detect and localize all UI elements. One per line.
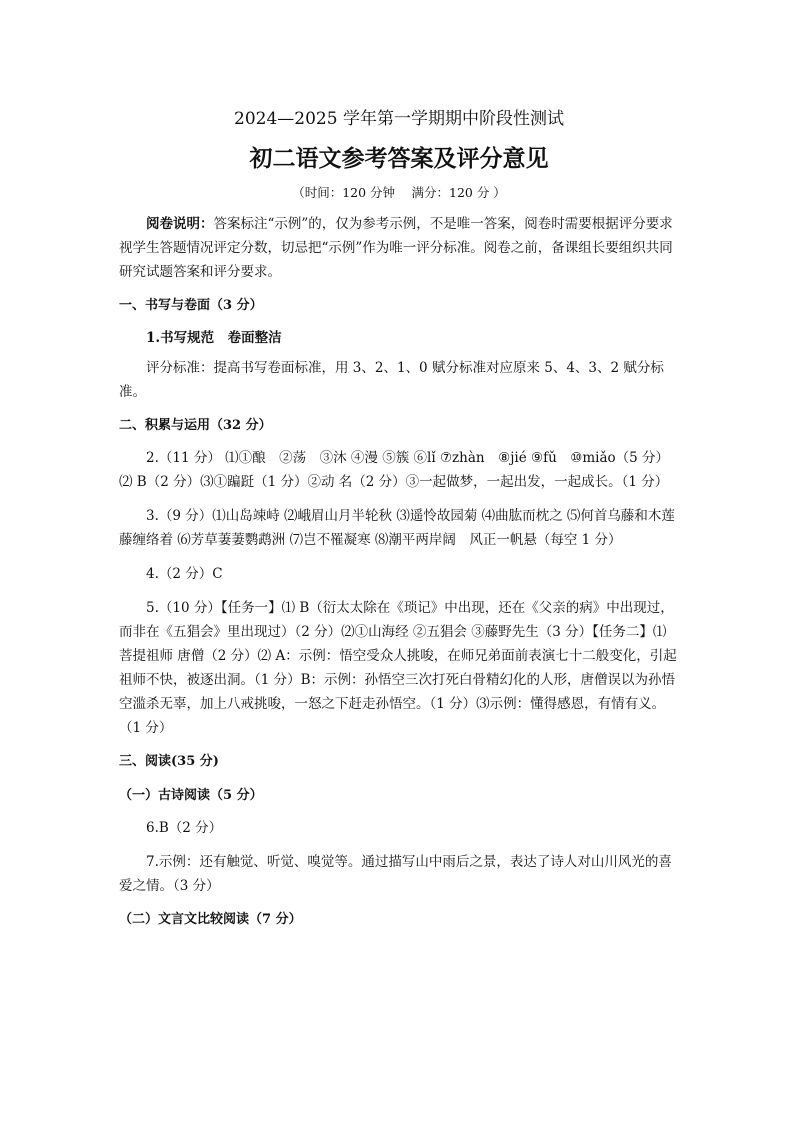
answer-q5: 5.（10 分）【任务一】⑴ B（衍太太除在《琐记》中出现，还在《父亲的病》中出现过，而非在《五猖会》里出现过）（2 分）⑵①山海经 ②五猖会 ③藤野先生（3 分）【任务二】⑴菩提祖师 唐僧（2 分）⑵ A：示例：悟空受众人挑唆，在师兄弟面前表演七十二般变化，引起祖师不快，被逐出洞。（1 分）B：示例：孙悟空三次打死白骨精幻化的人形，唐僧误以为孙悟空滥杀无辜，加上八戒挑唆，一怒之下赶走孙悟空。（1 分）⑶示例：懂得感恩，有情有义。（1 分） xyxy=(119,600,677,736)
grading-instructions-label: 阅卷说明： xyxy=(146,216,214,232)
time-and-score-info: （时间：120 分钟 满分：120 分 ） xyxy=(292,185,506,200)
answer-q6: 6.B（2 分） xyxy=(146,820,223,836)
answer-q4: 4.（2 分）C xyxy=(146,566,223,582)
section-accumulation-heading: 二、积累与运用（32 分） xyxy=(119,418,272,433)
section-reading-heading: 三、阅读(35 分) xyxy=(119,754,219,769)
grading-instructions xyxy=(119,212,679,284)
classical-chinese-heading: （二）文言文比较阅读（7 分） xyxy=(119,912,302,927)
answer-key-title: 初二语文参考答案及评分意见 xyxy=(249,145,549,172)
answer-q2: 2.（11 分） ⑴①酿 ②荡 ③沐 ④漫 ⑤簇 ⑥lǐ ⑦zhàn ⑧jié ⑨fǔ ⑩miǎo（5 分）⑵ B（2 分）⑶①蹁跹（1 分）②动 名（2 分）③一起做梦，一起出发，一起成长。（1 分） xyxy=(119,450,670,490)
section-writing-heading: 一、书写与卷面（3 分） xyxy=(119,298,263,313)
answer-q7: 7.示例：还有触觉、听觉、嗅觉等。通过描写山中雨后之景，表达了诗人对山川风光的喜爱之情。（3 分） xyxy=(119,854,672,894)
writing-criteria: 评分标准：提高书写卷面标准，用 3、2、1、0 赋分标准对应原来 5、4、3、2 赋分标准。 xyxy=(119,360,664,400)
answer-q3: 3.（9 分）⑴山岛竦峙 ⑵峨眉山月半轮秋 ⑶遥怜故园菊 ⑷曲肱而枕之 ⑸何首乌藤和木莲藤缠络着 ⑹芳草萋萋鹦鹉洲 ⑺岂不罹凝寒 ⑻潮平两岸阔 风正一帆悬（每空 1 分） xyxy=(119,508,675,548)
writing-item-1: 1.书写规范 卷面整洁 xyxy=(146,330,282,346)
exam-title: 2024—2025 学年第一学期期中阶段性测试 xyxy=(234,109,564,129)
document-content xyxy=(119,106,679,940)
grading-instructions-text: 答案标注“示例”的，仅为参考示例，不是唯一答案，阅卷时需要根据评分要求视学生答题情况评定分数，切忌把“示例”作为唯一评分标准。阅卷之前，备课组长要组织共同研究试题答案和评分要求。 xyxy=(119,216,673,280)
ancient-poetry-heading: （一）古诗阅读（5 分） xyxy=(119,788,263,803)
